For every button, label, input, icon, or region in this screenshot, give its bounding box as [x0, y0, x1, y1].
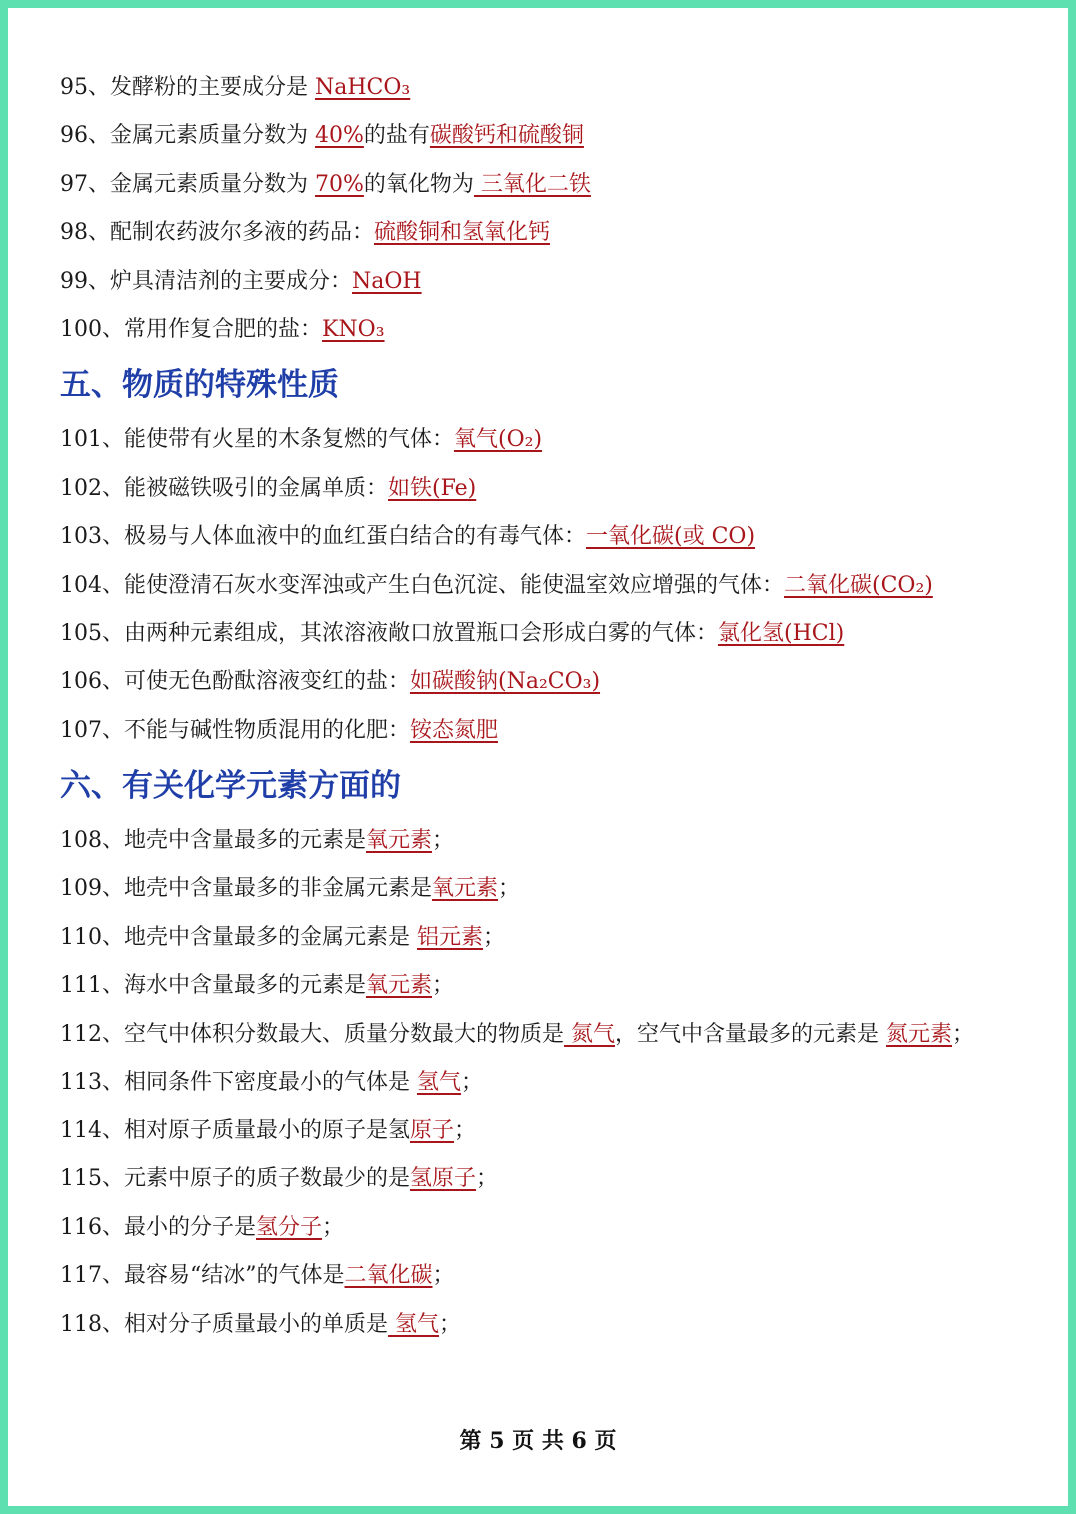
answer-text: 氧气(O₂) [454, 427, 543, 453]
question-item [60, 865, 1020, 913]
question-text: 的氧化物为 [363, 171, 474, 197]
question-item [60, 914, 1020, 962]
question-item [60, 209, 1020, 257]
answer-text: 氢气 [417, 1069, 462, 1095]
question-item [60, 962, 1020, 1010]
answer-text: 一氧化碳(或 CO) [586, 524, 756, 550]
question-item [60, 513, 1020, 561]
answer-text: 原子 [410, 1118, 455, 1144]
question-text: 106、可使无色酚酞溶液变红的盐： [60, 669, 410, 695]
question-text: ； [498, 876, 521, 902]
answer-text: 氢分子 [256, 1214, 323, 1240]
question-item [60, 416, 1020, 464]
answer-text: KNO₃ [322, 316, 385, 342]
question-text: 113、相同条件下密度最小的气体是 [60, 1069, 417, 1095]
answer-text: 二氧化碳(CO₂) [784, 572, 933, 598]
question-item [60, 707, 1020, 755]
answer-text: 氧元素 [366, 973, 433, 999]
question-text: ； [483, 924, 506, 950]
answer-text: 如铁(Fe) [388, 475, 477, 501]
question-text: ； [432, 1263, 455, 1289]
answer-text: 碳酸钙和硫酸铜 [429, 123, 584, 149]
question-text: 111、海水中含量最多的元素是 [60, 973, 366, 999]
content [60, 64, 1020, 1349]
document-page [8, 8, 1068, 1506]
answer-text: 三氧化二铁 [473, 171, 591, 197]
answer-text: 70% [315, 171, 364, 197]
question-text: 116、最小的分子是 [60, 1214, 256, 1240]
question-text: 99、炉具清洁剂的主要成分： [60, 268, 352, 294]
question-text: 109、地壳中含量最多的非金属元素是 [60, 876, 432, 902]
question-text: ； [476, 1166, 499, 1192]
question-text: 104、能使澄清石灰水变浑浊或产生白色沉淀、能使温室效应增强的气体： [60, 572, 784, 598]
answer-text: 40% [315, 123, 364, 149]
question-item [60, 112, 1020, 160]
question-text: ； [439, 1311, 462, 1337]
question-item [60, 306, 1020, 354]
question-item [60, 465, 1020, 513]
question-text: ； [454, 1118, 477, 1144]
answer-text: NaHCO₃ [315, 75, 411, 100]
answer-text: 铵态氮肥 [410, 717, 499, 743]
question-text: 103、极易与人体血液中的血红蛋白结合的有毒气体： [60, 524, 586, 550]
question-item [60, 161, 1020, 209]
question-text: 114、相对原子质量最小的原子是氢 [60, 1118, 410, 1144]
question-text: 96、金属元素质量分数为 [60, 123, 315, 149]
question-text: 115、元素中原子的质子数最少的是 [60, 1166, 410, 1192]
answer-text: 氢气 [388, 1311, 439, 1337]
answer-text: 如碳酸钠(Na₂CO₃) [410, 669, 601, 695]
page-footer: 第 5 页 共 6 页 [459, 1428, 617, 1454]
answer-text: 铝元素 [417, 924, 484, 950]
answer-text: NaOH [352, 268, 422, 294]
question-text: 100、常用作复合肥的盐： [60, 316, 322, 342]
question-text: 的盐有 [363, 123, 430, 149]
question-text: 107、不能与碱性物质混用的化肥： [60, 717, 410, 743]
question-item [60, 658, 1020, 706]
question-text: ； [461, 1069, 484, 1095]
section-heading-6: 六、有关化学元素方面的 [60, 768, 401, 805]
answer-text: 二氧化碳 [344, 1263, 433, 1289]
question-text: ； [322, 1214, 345, 1240]
question-item [60, 562, 1020, 610]
answer-text: 氧元素 [366, 828, 433, 854]
question-item [60, 1204, 1020, 1252]
question-item [60, 258, 1020, 306]
question-item [60, 1252, 1020, 1300]
question-text: 102、能被磁铁吸引的金属单质： [60, 475, 388, 501]
question-text: ； [432, 828, 455, 854]
item-112: 112、空气中体积分数最大、质量分数最大的物质是 氮气，空气中含量最多的元素是 氮元素； [60, 1021, 975, 1047]
section-heading-5: 五、物质的特殊性质 [60, 367, 339, 404]
answer-text: 氢原子 [410, 1166, 477, 1192]
question-item [60, 1107, 1020, 1155]
answer-text: 硫酸铜和氢氧化钙 [374, 220, 551, 246]
question-item [60, 64, 1020, 112]
question-item [60, 1301, 1020, 1349]
question-text: 118、相对分子质量最小的单质是 [60, 1311, 388, 1337]
question-item [60, 817, 1020, 865]
question-item [60, 610, 1020, 658]
question-text: 98、配制农药波尔多液的药品： [60, 220, 374, 246]
question-text: ； [432, 973, 455, 999]
question-text: 97、金属元素质量分数为 [60, 171, 315, 197]
question-item [60, 1155, 1020, 1203]
question-text: 110、地壳中含量最多的金属元素是 [60, 924, 417, 950]
question-text: 108、地壳中含量最多的元素是 [60, 828, 366, 854]
question-item [60, 1059, 1020, 1107]
answer-text: 氯化氢(HCl) [718, 620, 845, 646]
question-text: 117、最容易“结冰”的气体是 [60, 1263, 345, 1289]
question-text: 105、由两种元素组成，其浓溶液敞口放置瓶口会形成白雾的气体： [60, 620, 718, 646]
question-text: 95、发酵粉的主要成分是 [60, 75, 315, 100]
question-text: 101、能使带有火星的木条复燃的气体： [60, 427, 454, 453]
answer-text: 氧元素 [432, 876, 499, 902]
